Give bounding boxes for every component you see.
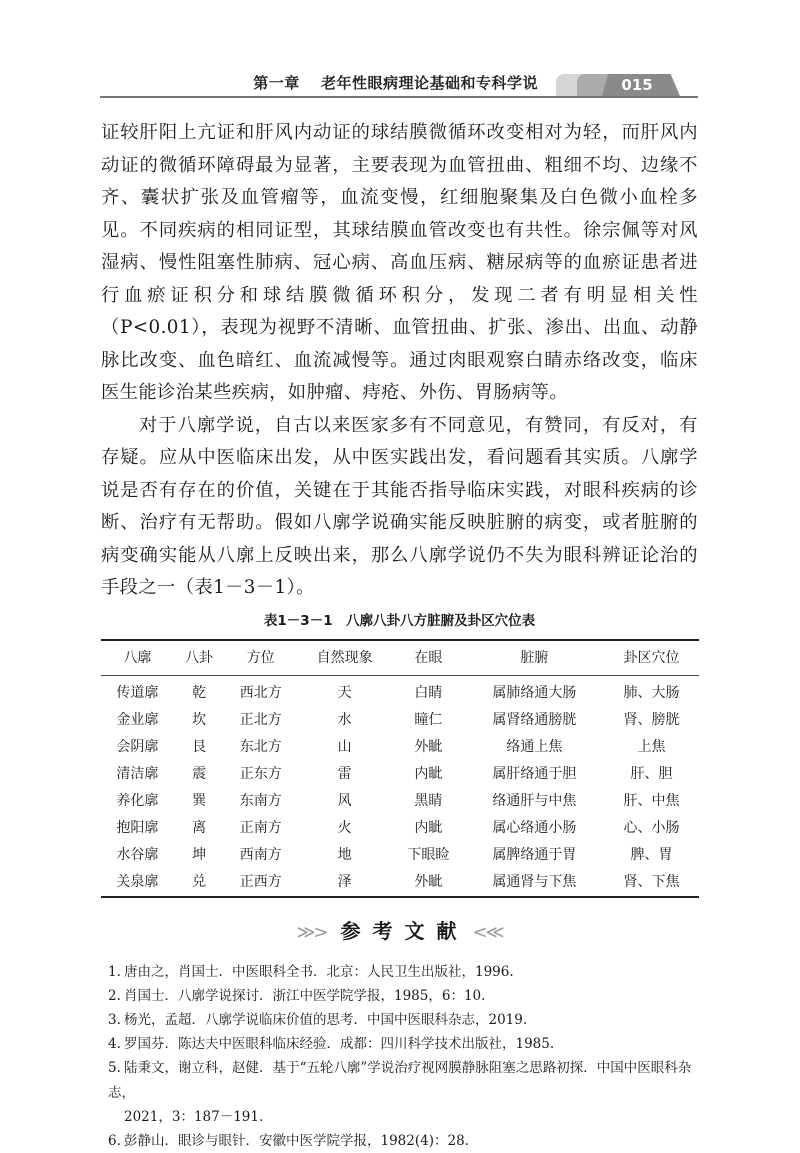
table-header-row [101, 640, 699, 676]
reference-text: 肖国士．八廓学说探讨．浙江中医学院学报，1985，6：10. [124, 988, 485, 1004]
column-header: 方位 [224, 640, 297, 676]
table-cell: 天 [297, 675, 392, 707]
table-cell: 正西方 [224, 869, 297, 897]
reference-list [108, 960, 698, 1153]
references-heading [101, 918, 698, 946]
reference-item [108, 1129, 698, 1153]
reference-number: 2. [108, 984, 124, 1008]
table-cell: 清洁廓 [101, 761, 174, 788]
table-row [101, 734, 699, 761]
table-cell: 下眼睑 [392, 842, 465, 869]
table-cell: 风 [297, 788, 392, 815]
table-cell: 艮 [174, 734, 225, 761]
chapter-number: 第一章 [253, 74, 300, 92]
table-cell: 西南方 [224, 842, 297, 869]
table-row [101, 842, 699, 869]
reference-number: 1. [108, 960, 124, 984]
reference-text: 唐由之，肖国士．中医眼科全书．北京：人民卫生出版社，1996. [124, 964, 514, 980]
paragraph: 证较肝阳上亢证和肝风内动证的球结膜微循环改变相对为轻，而肝风内动证的微循环障碍最为显著，主要表现为血管扭曲、粗细不均、边缘不齐、囊状扩张及血管瘤等，血流变慢，红细胞聚集及白色微小血栓多见。不同疾病的相同证型，其球结膜血管改变也有共性。徐宗佩等对风湿病、慢性阻塞性肺病、冠心病、高血压病、糖尿病等的血瘀证患者进行血瘀证积分和球结膜微循环积分，发现二者有明显相关性（P<0.01），表现为视野不清晰、血管扭曲、扩张、渗出、出血、动静脉比改变、血色暗红、血流减慢等。通过肉眼观察白睛赤络改变，临床医生能诊治某些疾病，如肿瘤、痔疮、外伤、胃肠病等。 [101, 117, 698, 410]
table-row [101, 788, 699, 815]
table-cell: 离 [174, 815, 225, 842]
reference-text: 陆秉文，谢立科，赵健．基于“五轮八廓”学说治疗视网膜静脉阻塞之思路初探．中国中医眼科杂志， [108, 1060, 691, 1100]
table-cell: 脾、胃 [604, 842, 699, 869]
reference-text: 罗国芬．陈达夫中医眼科临床经验．成都：四川科学技术出版社，1985. [124, 1036, 554, 1052]
reference-text: 杨光，孟超．八廓学说临床价值的思考．中国中医眼科杂志，2019. [124, 1012, 527, 1028]
column-header: 脏腑 [465, 640, 604, 676]
table-cell: 正北方 [224, 707, 297, 734]
table-cell: 坤 [174, 842, 225, 869]
bakuo-table [101, 639, 699, 898]
reference-item [108, 1056, 698, 1129]
reference-item [108, 1008, 698, 1032]
table-cell: 巽 [174, 788, 225, 815]
table-cell: 泽 [297, 869, 392, 897]
table-cell: 水 [297, 707, 392, 734]
page-number: 015 [602, 75, 672, 95]
table-cell: 属心络通小肠 [465, 815, 604, 842]
reference-item [108, 984, 698, 1008]
table-cell: 外眦 [392, 869, 465, 897]
column-header: 八廓 [101, 640, 174, 676]
table-cell: 络通上焦 [465, 734, 604, 761]
table-cell: 属脾络通于胃 [465, 842, 604, 869]
table-cell: 坎 [174, 707, 225, 734]
reference-text: 彭静山．眼诊与眼针．安徽中医学院学报，1982(4)：28. [124, 1133, 469, 1149]
table-cell: 西北方 [224, 675, 297, 707]
table-cell: 属肺络通大肠 [465, 675, 604, 707]
table-cell: 内眦 [392, 761, 465, 788]
table-cell: 东南方 [224, 788, 297, 815]
table-row [101, 869, 699, 897]
table-cell: 络通肝与中焦 [465, 788, 604, 815]
table-caption: 表1－3－1 八廓八卦八方脏腑及卦区穴位表 [101, 611, 698, 631]
table-cell: 肝、中焦 [604, 788, 699, 815]
table-cell: 白睛 [392, 675, 465, 707]
table-cell: 肾、膀胱 [604, 707, 699, 734]
table-cell: 外眦 [392, 734, 465, 761]
table-cell: 东北方 [224, 734, 297, 761]
references-title: 参考文献 [341, 919, 469, 943]
table-cell: 传道廓 [101, 675, 174, 707]
table-cell: 黑睛 [392, 788, 465, 815]
column-header: 八卦 [174, 640, 225, 676]
table-cell: 震 [174, 761, 225, 788]
table-cell: 属肾络通膀胱 [465, 707, 604, 734]
column-header: 卦区穴位 [604, 640, 699, 676]
column-header: 在眼 [392, 640, 465, 676]
table-cell: 火 [297, 815, 392, 842]
running-header [100, 60, 698, 98]
table-cell: 雷 [297, 761, 392, 788]
reference-number: 6. [108, 1129, 124, 1153]
table-cell: 会阴廓 [101, 734, 174, 761]
reference-number: 3. [108, 1008, 124, 1032]
table-cell: 抱阳廓 [101, 815, 174, 842]
table-cell: 乾 [174, 675, 225, 707]
table-cell: 肺、大肠 [604, 675, 699, 707]
header-rule [100, 96, 698, 98]
table-row [101, 761, 699, 788]
table-cell: 肝、胆 [604, 761, 699, 788]
table-cell: 属肝络通于胆 [465, 761, 604, 788]
reference-number: 5. [108, 1056, 124, 1080]
table-cell: 属通肾与下焦 [465, 869, 604, 897]
table-cell: 正南方 [224, 815, 297, 842]
reference-number: 4. [108, 1032, 124, 1056]
right-ornament: <≪ [473, 922, 503, 943]
reference-item [108, 960, 698, 984]
reference-item [108, 1032, 698, 1056]
table-cell: 肾、下焦 [604, 869, 699, 897]
table-row [101, 675, 699, 707]
table-cell: 山 [297, 734, 392, 761]
paragraph: 对于八廓学说，自古以来医家多有不同意见，有赞同，有反对，有存疑。应从中医临床出发，从中医实践出发，看问题看其实质。八廓学说是否有存在的价值，关键在于其能否指导临床实践，对眼科疾病的诊断、治疗有无帮助。假如八廓学说确实能反映脏腑的病变，或者脏腑的病变确实能从八廓上反映出来，那么八廓学说仍不失为眼科辨证论治的手段之一（表1－3－1）。 [101, 410, 698, 605]
table-cell: 上焦 [604, 734, 699, 761]
left-ornament: ≫> [297, 922, 327, 943]
table-cell: 金业廓 [101, 707, 174, 734]
table-cell: 关泉廓 [101, 869, 174, 897]
table-cell: 水谷廓 [101, 842, 174, 869]
reference-text-continued: 2021，3：187－191. [108, 1105, 698, 1129]
table-cell: 正东方 [224, 761, 297, 788]
table-cell: 内眦 [392, 815, 465, 842]
table-cell: 兑 [174, 869, 225, 897]
column-header: 自然现象 [297, 640, 392, 676]
chapter-name: 老年性眼病理论基础和专科学说 [321, 74, 538, 92]
table-cell: 地 [297, 842, 392, 869]
table-row [101, 707, 699, 734]
table-row [101, 815, 699, 842]
table-cell: 心、小肠 [604, 815, 699, 842]
table-cell: 瞳仁 [392, 707, 465, 734]
chapter-title [253, 74, 538, 92]
page-body [101, 117, 698, 1153]
table-cell: 养化廓 [101, 788, 174, 815]
